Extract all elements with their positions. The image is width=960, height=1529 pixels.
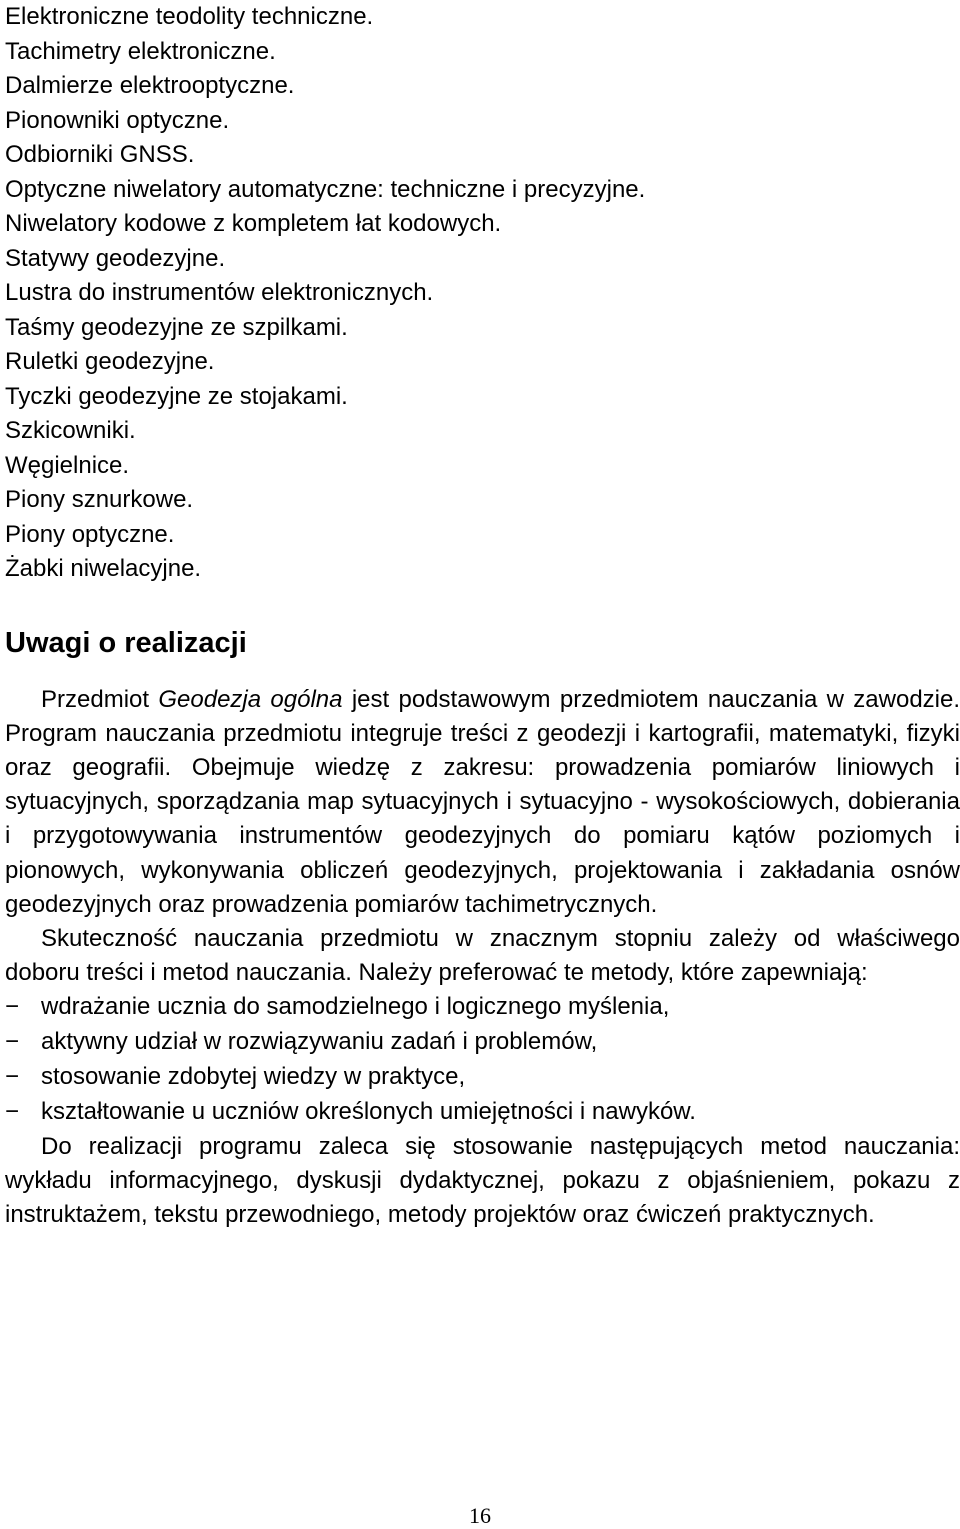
equipment-item: Dalmierze elektrooptyczne.: [5, 72, 295, 99]
equipment-item: Elektroniczne teodolity techniczne.: [5, 3, 374, 30]
methods-item-text: wdrażanie ucznia do samodzielnego i logicznego myślenia,: [41, 993, 670, 1021]
equipment-item: Statywy geodezyjne.: [5, 244, 226, 272]
equipment-item: Optyczne niwelatory automatyczne: techniczne i precyzyjne.: [5, 175, 646, 203]
methods-item-text: aktywny udział w rozwiązywaniu zadań i problemów,: [41, 1028, 598, 1056]
equipment-item: Ruletki geodezyjne.: [5, 348, 215, 375]
equipment-item: Szkicowniki.: [5, 417, 136, 444]
paragraph-text: Przedmiot: [41, 685, 159, 713]
equipment-item: Pionowniki optyczne.: [5, 106, 230, 134]
equipment-item: Odbiorniki GNSS.: [5, 141, 195, 168]
section-heading: Uwagi o realizacji: [5, 626, 247, 659]
methods-list-item: [5, 1060, 960, 1095]
methods-list-item: [5, 990, 960, 1025]
equipment-item: Piony sznurkowe.: [5, 486, 194, 513]
paragraph-text: jest podstawowym przedmiotem nauczania w zawodzie. Program nauczania przedmiotu integruje treści z geodezji i kartografii, matematyki, fizyki oraz geografii. Obejmuje wiedzę z zakresu: prowadzenia pomiarów liniowych i sytuacyjnych, sporządzania map sytuacyjnych i sytuacyjno - wysokościowych, dobierania i przygotowywania instrumentów geodezyjnych do pomiaru kątów poziomych i pionowych, wykonywania obliczeń geodezyjnych, projektowania i zakładania osnów geodezyjnych oraz prowadzenia pomiarów tachimetrycznych.: [5, 685, 960, 918]
methods-list-item: [5, 1025, 960, 1060]
equipment-item: Piony optyczne.: [5, 520, 175, 548]
equipment-item: Tachimetry elektroniczne.: [5, 37, 276, 65]
dash-bullet-icon: −: [5, 993, 20, 1021]
paragraph-subject-overview: [5, 683, 960, 922]
methods-list-item: [5, 1095, 960, 1130]
equipment-item: Żabki niwelacyjne.: [5, 555, 202, 582]
equipment-list: [5, 0, 960, 587]
paragraph-teaching-methods: Do realizacji programu zaleca się stosowanie następujących metod nauczania: wykładu informacyjnego, dyskusji dydaktycznej, pokazu z objaśnieniem, pokazu z instruktażem, tekstu przewodniego, metody projektów oraz ćwiczeń praktycznych.: [5, 1132, 960, 1228]
methods-list: [5, 990, 960, 1129]
page-number: 16: [469, 1503, 491, 1528]
equipment-item: Taśmy geodezyjne ze szpilkami.: [5, 313, 348, 341]
subject-name: Geodezja ogólna: [158, 685, 343, 713]
equipment-item: Lustra do instrumentów elektronicznych.: [5, 279, 434, 306]
paragraph-teaching-effectiveness: Skuteczność nauczania przedmiotu w znacznym stopniu zależy od właściwego doboru treści i metod nauczania. Należy preferować te metody, które zapewniają:: [5, 924, 960, 987]
methods-item-text: stosowanie zdobytej wiedzy w praktyce,: [41, 1062, 466, 1090]
dash-bullet-icon: −: [5, 1097, 20, 1125]
dash-bullet-icon: −: [5, 1062, 20, 1090]
equipment-item: Węgielnice.: [5, 451, 130, 479]
dash-bullet-icon: −: [5, 1028, 20, 1056]
document-page: [5, 0, 960, 1232]
equipment-item: Niwelatory kodowe z kompletem łat kodowych.: [5, 210, 502, 237]
equipment-item: Tyczki geodezyjne ze stojakami.: [5, 382, 348, 410]
methods-item-text: kształtowanie u uczniów określonych umiejętności i nawyków.: [41, 1097, 696, 1125]
